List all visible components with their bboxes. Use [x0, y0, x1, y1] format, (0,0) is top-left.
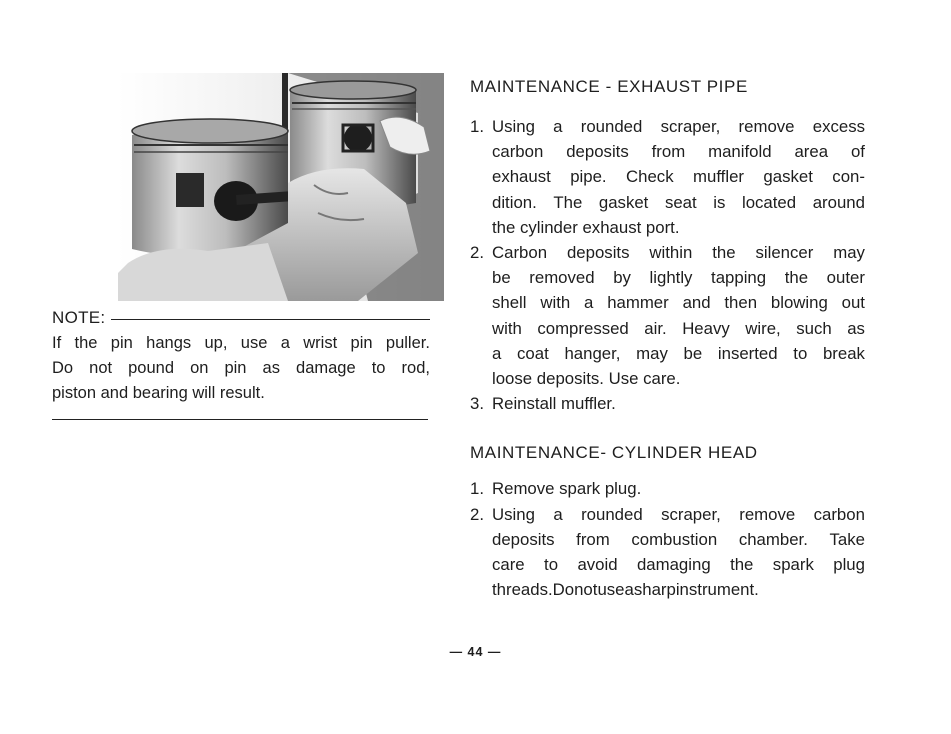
word: a: [280, 334, 290, 352]
word: the: [784, 268, 809, 288]
word: silencer: [755, 243, 814, 263]
word: Do: [552, 580, 575, 600]
word: damage: [296, 359, 356, 377]
word: rounded: [581, 504, 643, 524]
word: loose deposits. Use care.: [492, 369, 681, 389]
word: with: [540, 293, 571, 313]
word: pin: [224, 359, 247, 377]
word: plug: [833, 555, 865, 575]
exhaust-step-line: [492, 316, 865, 341]
word: and: [682, 293, 711, 313]
word: avoid: [577, 555, 618, 575]
word: exhaust: [492, 167, 551, 187]
word: The: [553, 192, 583, 212]
word: dition.: [492, 192, 537, 212]
word: puller.: [385, 334, 430, 352]
word: deposits: [566, 243, 630, 263]
word: hammer: [607, 293, 669, 313]
note-section: [52, 306, 430, 420]
word: by: [613, 268, 631, 288]
word: use: [597, 580, 625, 600]
word: piston and bearing will result.: [52, 384, 265, 402]
word: rod,: [401, 359, 430, 377]
word: care: [492, 555, 525, 575]
word: Reinstall muffler.: [492, 394, 616, 414]
word: as: [847, 318, 865, 338]
word: not: [574, 580, 598, 600]
exhaust-steps: [470, 114, 865, 416]
word: break: [822, 343, 865, 363]
word: then: [724, 293, 758, 313]
word: a: [553, 504, 563, 524]
exhaust-step-line: [492, 265, 865, 290]
word: is: [713, 192, 726, 212]
word: If: [52, 334, 62, 352]
word: out: [841, 293, 865, 313]
word: a: [584, 293, 594, 313]
word: pin: [350, 334, 373, 352]
word: around: [812, 192, 865, 212]
word: muffler: [693, 167, 744, 187]
exhaust-step-line: [492, 215, 865, 240]
word: carbon: [813, 504, 865, 524]
word: carbon: [492, 142, 544, 162]
step-number: 1.: [470, 117, 484, 136]
exhaust-step-line: [492, 290, 865, 315]
word: scraper,: [661, 504, 721, 524]
word: be: [683, 343, 703, 363]
note-line: [52, 356, 430, 381]
cylinder-head-step-line: [492, 527, 865, 552]
word: to: [371, 359, 386, 377]
word: use: [240, 334, 268, 352]
cylinder-head-step-line: [492, 476, 865, 501]
piston-photo: [118, 73, 444, 301]
word: the cylinder exhaust port.: [492, 217, 680, 237]
word: excess: [812, 117, 865, 136]
word: such: [796, 318, 832, 338]
word: to: [544, 555, 559, 575]
exhaust-step-line: [492, 366, 865, 391]
word: seat: [664, 192, 697, 212]
cylinder-head-steps: [470, 476, 865, 602]
word: pipe.: [570, 167, 607, 187]
word: wire,: [745, 318, 781, 338]
word: a: [492, 343, 502, 363]
step-number: 1.: [470, 479, 484, 499]
word: blowing: [770, 293, 828, 313]
word: manifold: [708, 142, 772, 162]
exhaust-step-line: [492, 240, 865, 265]
word: spark: [772, 555, 814, 575]
step-number: 3.: [470, 394, 484, 414]
word: the: [712, 243, 736, 263]
word: Using: [492, 504, 535, 524]
word: up,: [204, 334, 228, 352]
word: pound: [128, 359, 175, 377]
word: deposits: [492, 529, 555, 549]
word: the: [74, 334, 98, 352]
word: located: [741, 192, 797, 212]
step-number: 2.: [470, 504, 484, 524]
word: tapping: [711, 268, 767, 288]
word: of: [850, 142, 865, 162]
cylinder-head-step: [470, 476, 865, 501]
cylinder-head-step-line: [492, 502, 865, 527]
word: Take: [829, 529, 865, 549]
exhaust-step-line: [492, 164, 865, 189]
exhaust-step: [470, 114, 865, 240]
word: rounded: [580, 117, 643, 136]
word: lightly: [649, 268, 693, 288]
word: be: [492, 268, 511, 288]
word: gasket: [763, 167, 813, 187]
word: con-: [832, 167, 865, 187]
word: the: [730, 555, 754, 575]
exhaust-step-line: [492, 139, 865, 164]
note-line: [52, 331, 430, 356]
note-rule: [111, 319, 430, 320]
word: scraper,: [660, 117, 721, 136]
word: remove: [739, 504, 796, 524]
word: with: [492, 318, 522, 338]
word: removed: [529, 268, 595, 288]
word: remove: [738, 117, 795, 136]
word: within: [649, 243, 693, 263]
word: Check: [626, 167, 674, 187]
cylinder-head-step: [470, 502, 865, 603]
word: pin: [110, 334, 133, 352]
word: Remove spark plug.: [492, 479, 642, 499]
word: gasket: [598, 192, 649, 212]
note-label: NOTE:: [52, 308, 106, 327]
word: deposits: [566, 142, 629, 162]
word: may: [833, 243, 865, 263]
word: hanger,: [564, 343, 621, 363]
word: as: [262, 359, 280, 377]
word: threads.: [492, 580, 553, 600]
note-end-rule: [52, 419, 428, 420]
word: Using: [492, 117, 535, 136]
note-line: [52, 381, 430, 406]
exhaust-step-line: [492, 114, 865, 139]
word: Carbon: [492, 243, 548, 263]
instructions-column: [470, 70, 865, 602]
word: inserted: [717, 343, 778, 363]
word: to: [793, 343, 808, 363]
word: compressed: [537, 318, 629, 338]
word: a: [624, 580, 634, 600]
step-number: 2.: [470, 243, 484, 263]
word: on: [190, 359, 209, 377]
exhaust-heading: MAINTENANCE - EXHAUST PIPE: [470, 77, 748, 96]
exhaust-step-line: [492, 341, 865, 366]
word: sharp: [633, 580, 676, 600]
word: may: [636, 343, 668, 363]
exhaust-step: [470, 240, 865, 391]
word: combustion: [631, 529, 718, 549]
word: from: [576, 529, 610, 549]
word: Heavy: [682, 318, 730, 338]
word: shell: [492, 293, 527, 313]
cylinder-head-step-line: [492, 552, 865, 577]
exhaust-step-line: [492, 190, 865, 215]
page-number: — 44 —: [449, 645, 502, 659]
word: air.: [644, 318, 667, 338]
word: chamber.: [738, 529, 808, 549]
word: area: [794, 142, 829, 162]
word: hangs: [146, 334, 192, 352]
word: coat: [517, 343, 549, 363]
word: from: [651, 142, 686, 162]
word: a: [553, 117, 563, 136]
cylinder-head-heading: MAINTENANCE- CYLINDER HEAD: [470, 443, 758, 463]
word: not: [89, 359, 113, 377]
note-title: [52, 306, 430, 330]
word: outer: [826, 268, 865, 288]
note-text: [52, 331, 430, 406]
word: instrument.: [675, 580, 759, 600]
exhaust-step-line: [492, 391, 865, 416]
exhaust-step: [470, 391, 865, 416]
word: Do: [52, 359, 74, 377]
word: wrist: [303, 334, 338, 352]
word: damaging: [636, 555, 711, 575]
cylinder-head-step-line: [492, 577, 865, 602]
